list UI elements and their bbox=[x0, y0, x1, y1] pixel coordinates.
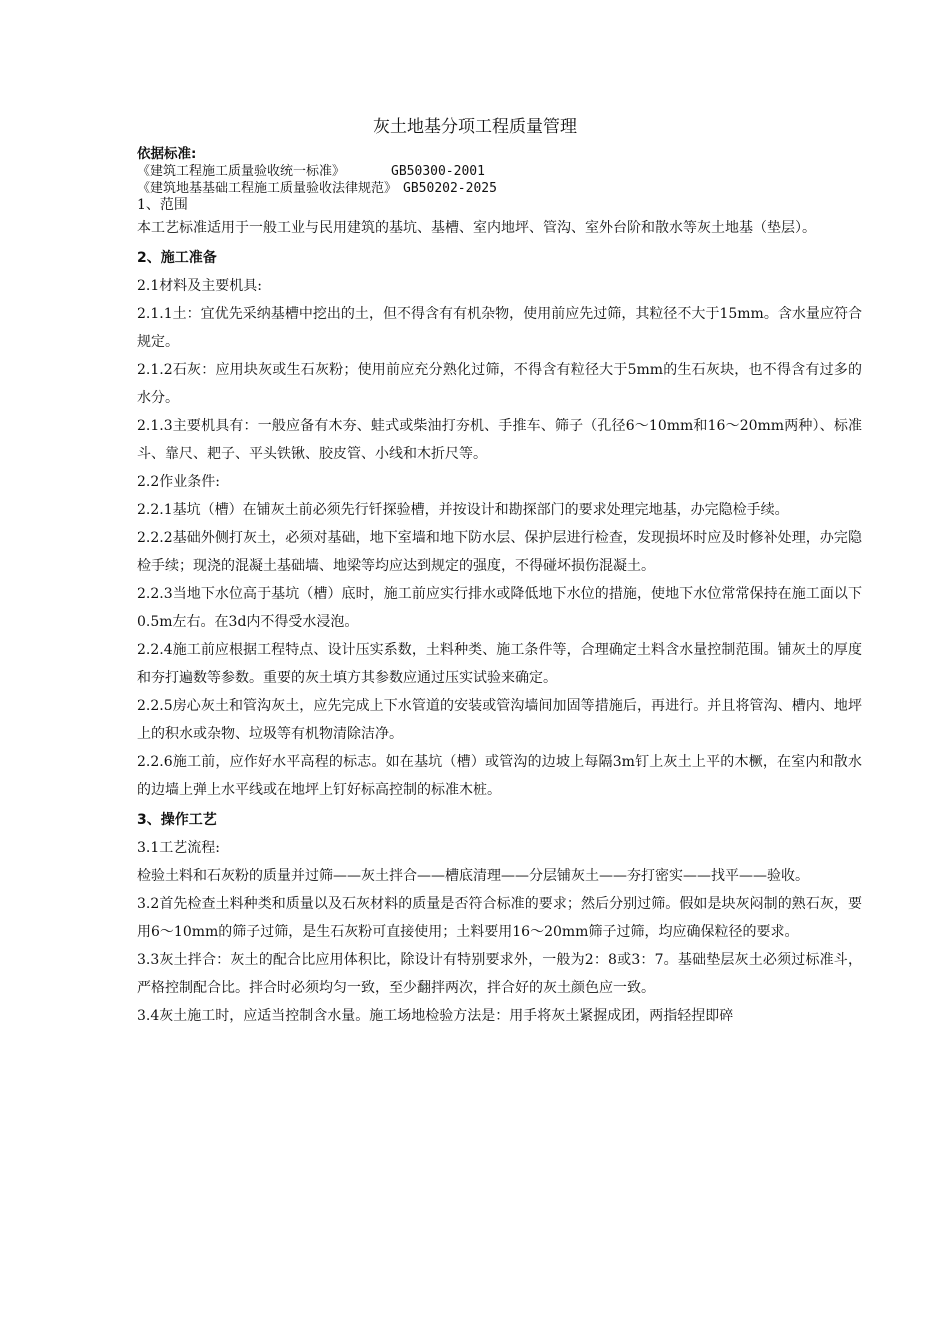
section-1-heading: 1、范围 bbox=[137, 197, 188, 213]
standard-item bbox=[137, 163, 862, 180]
standard-name: 《建筑工程施工质量验收统一标准》 bbox=[137, 164, 346, 179]
section-3-heading: 3、操作工艺 bbox=[137, 812, 217, 828]
paragraph: 3.1工艺流程: bbox=[137, 840, 220, 856]
paragraph: 3.4灰土施工时，应适当控制含水量。施工场地检验方法是：用手将灰土紧握成团，两指轻捏即碎 bbox=[137, 1008, 734, 1024]
paragraph: 2.2.6施工前，应作好水平高程的标志。如在基坑（槽）或管沟的边坡上每隔3m钉上灰土上平的木橛，在室内和散水的边墙上弹上水平线或在地坪上钉好标高控制的标准木桩。 bbox=[137, 754, 862, 798]
paragraph: 2.1.2石灰：应用块灰或生石灰粉；使用前应充分熟化过筛，不得含有粒径大于5mm的生石灰块，也不得含有过多的水分。 bbox=[137, 362, 862, 406]
standard-name: 《建筑地基基础工程施工质量验收法律规范》 bbox=[137, 181, 398, 196]
paragraph: 2.1材料及主要机具: bbox=[137, 278, 262, 294]
paragraph: 2.2作业条件: bbox=[137, 474, 220, 490]
paragraph: 3.3灰土拌合：灰土的配合比应用体积比，除设计有特别要求外，一般为2：8或3：7。基础垫层灰土必须过标准斗，严格控制配合比。拌合时必须均匀一致，至少翻拌两次，拌合好的灰土颜色应一致。 bbox=[137, 952, 862, 996]
section-1-text: 本工艺标准适用于一般工业与民用建筑的基坑、基槽、室内地坪、管沟、室外台阶和散水等灰土地基（垫层）。 bbox=[137, 220, 816, 236]
document-title: 灰土地基分项工程质量管理 bbox=[373, 117, 577, 137]
section-2-heading: 2、施工准备 bbox=[137, 250, 217, 266]
paragraph: 2.2.4施工前应根据工程特点、设计压实系数，土料种类、施工条件等，合理确定土料含水量控制范围。铺灰土的厚度和夯打遍数等参数。重要的灰土填方其参数应通过压实试验来确定。 bbox=[137, 642, 862, 686]
paragraph: 2.2.5房心灰土和管沟灰土，应先完成上下水管道的安装或管沟墙间加固等措施后，再进行。并且将管沟、槽内、地坪上的积水或杂物、垃圾等有机物清除洁净。 bbox=[137, 698, 862, 742]
standards-block bbox=[137, 146, 862, 197]
document-body bbox=[137, 146, 862, 1030]
paragraph: 2.2.2基础外侧打灰土，必须对基础，地下室墙和地下防水层、保护层进行检查，发现损坏时应及时修补处理，办完隐检手续；现浇的混凝土基础墙、地梁等均应达到规定的强度，不得碰坏损伤混凝土。 bbox=[137, 530, 862, 574]
paragraph: 2.1.3主要机具有：一般应备有木夯、蛙式或柴油打夯机、手推车、筛子（孔径6～10mm和16～20mm两种）、标准斗、靠尺、耙子、平头铁锹、胶皮管、小线和木折尺等。 bbox=[137, 418, 862, 462]
paragraph: 2.2.1基坑（槽）在铺灰土前必须先行钎探验槽，并按设计和勘探部门的要求处理完地基，办完隐检手续。 bbox=[137, 502, 789, 518]
paragraph: 检验土料和石灰粉的质量并过筛——灰土拌合——槽底清理——分层铺灰土——夯打密实——找平——验收。 bbox=[137, 868, 809, 884]
paragraph: 2.2.3当地下水位高于基坑（槽）底时，施工前应实行排水或降低地下水位的措施，使地下水位常常保持在施工面以下0.5m左右。在3d内不得受水浸泡。 bbox=[137, 586, 862, 630]
standards-label: 依据标准: bbox=[137, 146, 197, 162]
standard-code: GB50300-2001 bbox=[391, 164, 485, 179]
standard-item bbox=[137, 180, 862, 197]
standard-code: GB50202-2025 bbox=[403, 181, 497, 196]
paragraph: 2.1.1土：宜优先采纳基槽中挖出的土，但不得含有有机杂物，使用前应先过筛，其粒径不大于15mm。含水量应符合规定。 bbox=[137, 306, 862, 350]
paragraph: 3.2首先检查土料种类和质量以及石灰材料的质量是否符合标准的要求；然后分别过筛。假如是块灰闷制的熟石灰，要用6～10mm的筛子过筛，是生石灰粉可直接使用；土料要用16～20mm筛子过筛，均应确保粒径的要求。 bbox=[137, 896, 862, 940]
